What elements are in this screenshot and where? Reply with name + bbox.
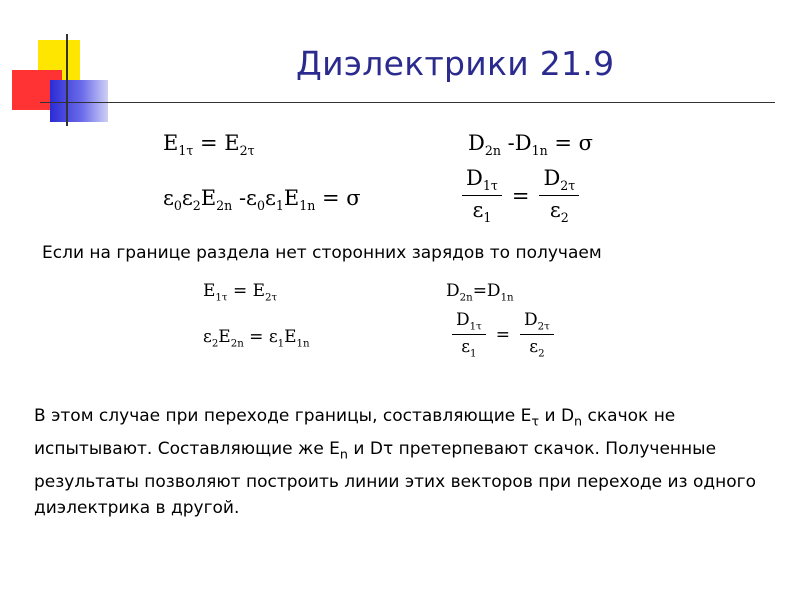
decor-vertical-line (66, 34, 68, 126)
explanation-paragraph: В этом случае при переходе границы, составляющие $E_\tau$ и $D_n$ скачок не испытывают. Составляющие же $E_n$ и Dτ претерпевают скачок. Полученные результаты позволяют построить линии этих векторов при переходе из одного диэлектрика в другой. (34, 406, 756, 519)
formula-e-tangential: $E_{1\tau} = E_{2\tau}$ (163, 131, 255, 159)
decor-horizontal-line (40, 102, 775, 103)
formula-e-normal-no-charge: $\varepsilon_2E_{2n} = \varepsilon_1E_{1n}$ (203, 327, 310, 350)
decor-blue-square (50, 80, 108, 122)
formula-d-normal: $D_{2n}$ $-D_{1n} = \sigma$ (468, 131, 593, 159)
formula-d-normal-no-charge: $D_{2n}=D_{1n}$ (446, 281, 514, 304)
formula-d-tangential-no-charge: $\frac{D_{1\tau}}{\varepsilon_1}$ = $\frac{D_{2\tau}}{\varepsilon_2}$ (452, 310, 554, 360)
slide-title: Диэлектрики 21.9 (296, 44, 615, 83)
formula-e-normal: $\varepsilon_0\varepsilon_2E_{2n}$ $-\varepsilon_0\varepsilon_1E_{1n} = \sigma$ (163, 186, 361, 214)
formula-e-tangential-no-charge: $E_{1\tau} = E_{2\tau}$ (203, 281, 278, 304)
formula-d-tangential: $\frac{D_{1\tau}}{\varepsilon_1}$ = $\frac{D_{2\tau}}{\varepsilon_2}$ (462, 166, 579, 225)
condition-text: Если на границе раздела нет сторонних зарядов то получаем (42, 243, 602, 263)
